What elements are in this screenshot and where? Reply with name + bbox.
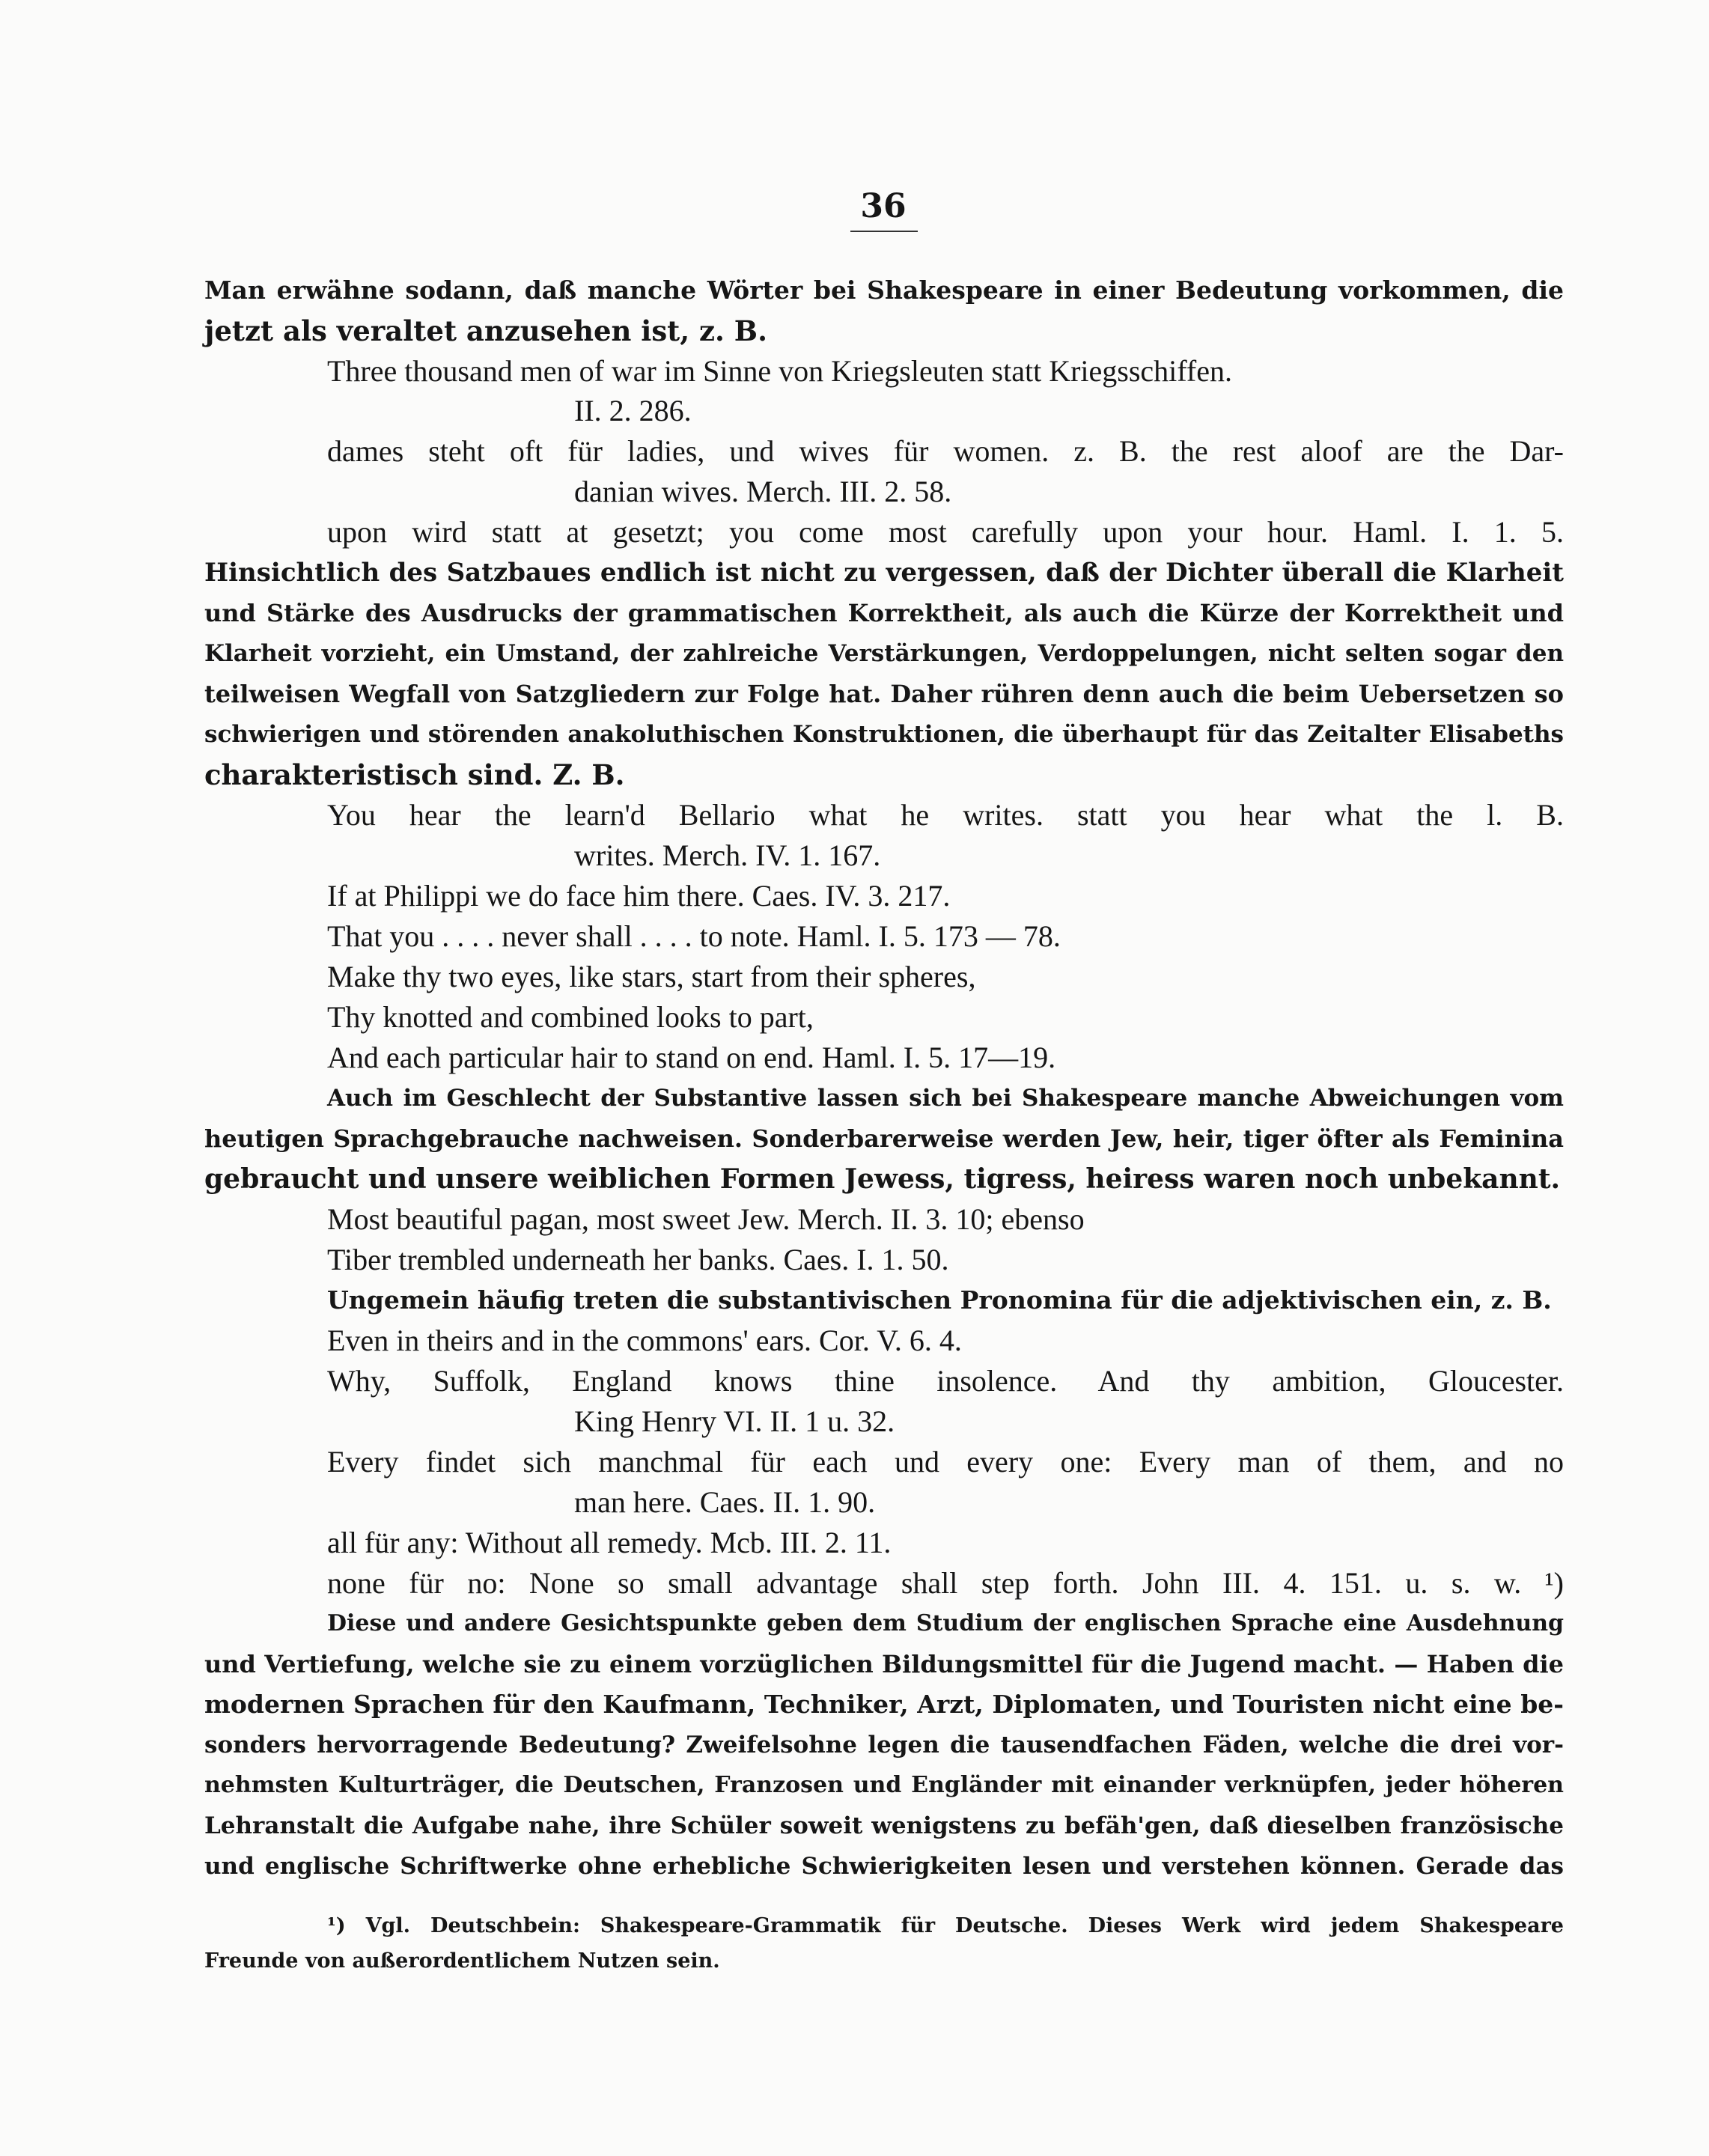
footnote-line: ¹) Vgl. Deutschbein: Shakespeare-Grammatik für Deutsche. Dieses Werk wird jedem Shakespeare — [327, 1914, 1564, 1937]
text-line: upon wird statt at gesetzt; you come most carefully upon your hour. Haml. I. 1. 5. — [327, 515, 1564, 549]
page-number-underline — [850, 231, 918, 232]
text-line: modernen Sprachen für den Kaufmann, Techniker, Arzt, Diplomaten, und Touristen nicht eine be- — [204, 1690, 1564, 1719]
text-line: If at Philippi we do face him there. Caes. IV. 3. 217. — [327, 879, 951, 913]
text-line: man here. Caes. II. 1. 90. — [574, 1485, 876, 1519]
text-line: Klarheit vorzieht, ein Umstand, der zahlreiche Verstärkungen, Verdoppelungen, nicht selten sogar den — [204, 640, 1564, 667]
text-line: Hinsichtlich des Satzbaues endlich ist nicht zu vergessen, daß der Dichter überall die Klarheit — [204, 558, 1564, 588]
text-line: II. 2. 286. — [574, 394, 692, 427]
text-line: Auch im Geschlecht der Substantive lassen sich bei Shakespeare manche Abweichungen vom — [327, 1085, 1564, 1112]
page-number: 36 — [860, 187, 907, 225]
text-line: Tiber trembled underneath her banks. Caes. I. 1. 50. — [327, 1243, 949, 1276]
text-line: und Stärke des Ausdrucks der grammatischen Korrektheit, als auch die Kürze der Korrektheit und — [204, 599, 1564, 627]
text-line: jetzt als veraltet anzusehen ist, z. B. — [204, 314, 767, 347]
text-line: charakteristisch sind. Z. B. — [204, 758, 625, 791]
text-line: You hear the learn'd Bellario what he writes. statt you hear what the l. B. — [327, 798, 1564, 832]
text-line: none für no: None so small advantage shall step forth. John III. 4. 151. u. s. w. ¹) — [327, 1566, 1564, 1600]
text-line: Every findet sich manchmal für each und every one: Every man of them, and no — [327, 1445, 1564, 1479]
text-line: teilweisen Wegfall von Satzgliedern zur Folge hat. Daher rühren denn auch die beim Uebersetzen so — [204, 680, 1564, 708]
text-line: sonders hervorragende Bedeutung? Zweifelsohne legen die tausendfachen Fäden, welche die drei vor- — [204, 1732, 1564, 1758]
text-line: schwierigen und störenden anakoluthischen Konstruktionen, die überhaupt für das Zeitalter Elisabeths — [204, 721, 1564, 748]
text-line: danian wives. Merch. III. 2. 58. — [574, 475, 952, 508]
text-line: Man erwähne sodann, daß manche Wörter bei Shakespeare in einer Bedeutung vorkommen, die — [204, 275, 1564, 305]
text-line: Diese und andere Gesichtspunkte geben dem Studium der englischen Sprache eine Ausdehnung — [327, 1610, 1564, 1636]
text-line: dames steht oft für ladies, und wives für women. z. B. the rest aloof are the Dar- — [327, 434, 1564, 468]
text-line: Make thy two eyes, like stars, start from their spheres, — [327, 960, 976, 993]
footnote-line: Freunde von außerordentlichem Nutzen sein. — [204, 1949, 720, 1973]
text-line: That you . . . . never shall . . . . to note. Haml. I. 5. 173 — 78. — [327, 919, 1061, 953]
text-line: Three thousand men of war im Sinne von Kriegsleuten statt Kriegsschiffen. — [327, 354, 1232, 388]
text-line: Ungemein häufig treten die substantivischen Pronomina für die adjektivischen ein, z. B. — [327, 1285, 1552, 1315]
text-line: nehmsten Kulturträger, die Deutschen, Franzosen und Engländer mit einander verknüpfen, jeder höheren — [204, 1772, 1564, 1798]
text-line: und Vertiefung, welche sie zu einem vorzüglichen Bildungsmittel für die Jugend macht. — Haben die — [204, 1650, 1564, 1678]
text-line: heutigen Sprachgebrauche nachweisen. Sonderbarerweise werden Jew, heir, tiger öfter als Feminina — [204, 1124, 1564, 1153]
text-line: And each particular hair to stand on end. Haml. I. 5. 17—19. — [327, 1041, 1056, 1074]
text-line: gebraucht und unsere weiblichen Formen Jewess, tigress, heiress waren noch unbekannt. — [204, 1163, 1561, 1195]
text-line: Why, Suffolk, England knows thine insolence. And thy ambition, Gloucester. — [327, 1364, 1564, 1398]
text-line: Thy knotted and combined looks to part, — [327, 1000, 814, 1034]
text-line: King Henry VI. II. 1 u. 32. — [574, 1404, 895, 1438]
text-line: all für any: Without all remedy. Mcb. III. 2. 11. — [327, 1526, 892, 1559]
text-line: Lehranstalt die Aufgabe nahe, ihre Schüler soweit wenigstens zu befäh'gen, daß dieselben französische — [204, 1812, 1564, 1839]
text-line: Most beautiful pagan, most sweet Jew. Merch. II. 3. 10; ebenso — [327, 1202, 1085, 1236]
text-line: und englische Schriftwerke ohne erhebliche Schwierigkeiten lesen und verstehen können. Gerade das — [204, 1853, 1564, 1880]
text-line: Even in theirs and in the commons' ears. Cor. V. 6. 4. — [327, 1324, 962, 1357]
text-line: writes. Merch. IV. 1. 167. — [574, 838, 881, 872]
